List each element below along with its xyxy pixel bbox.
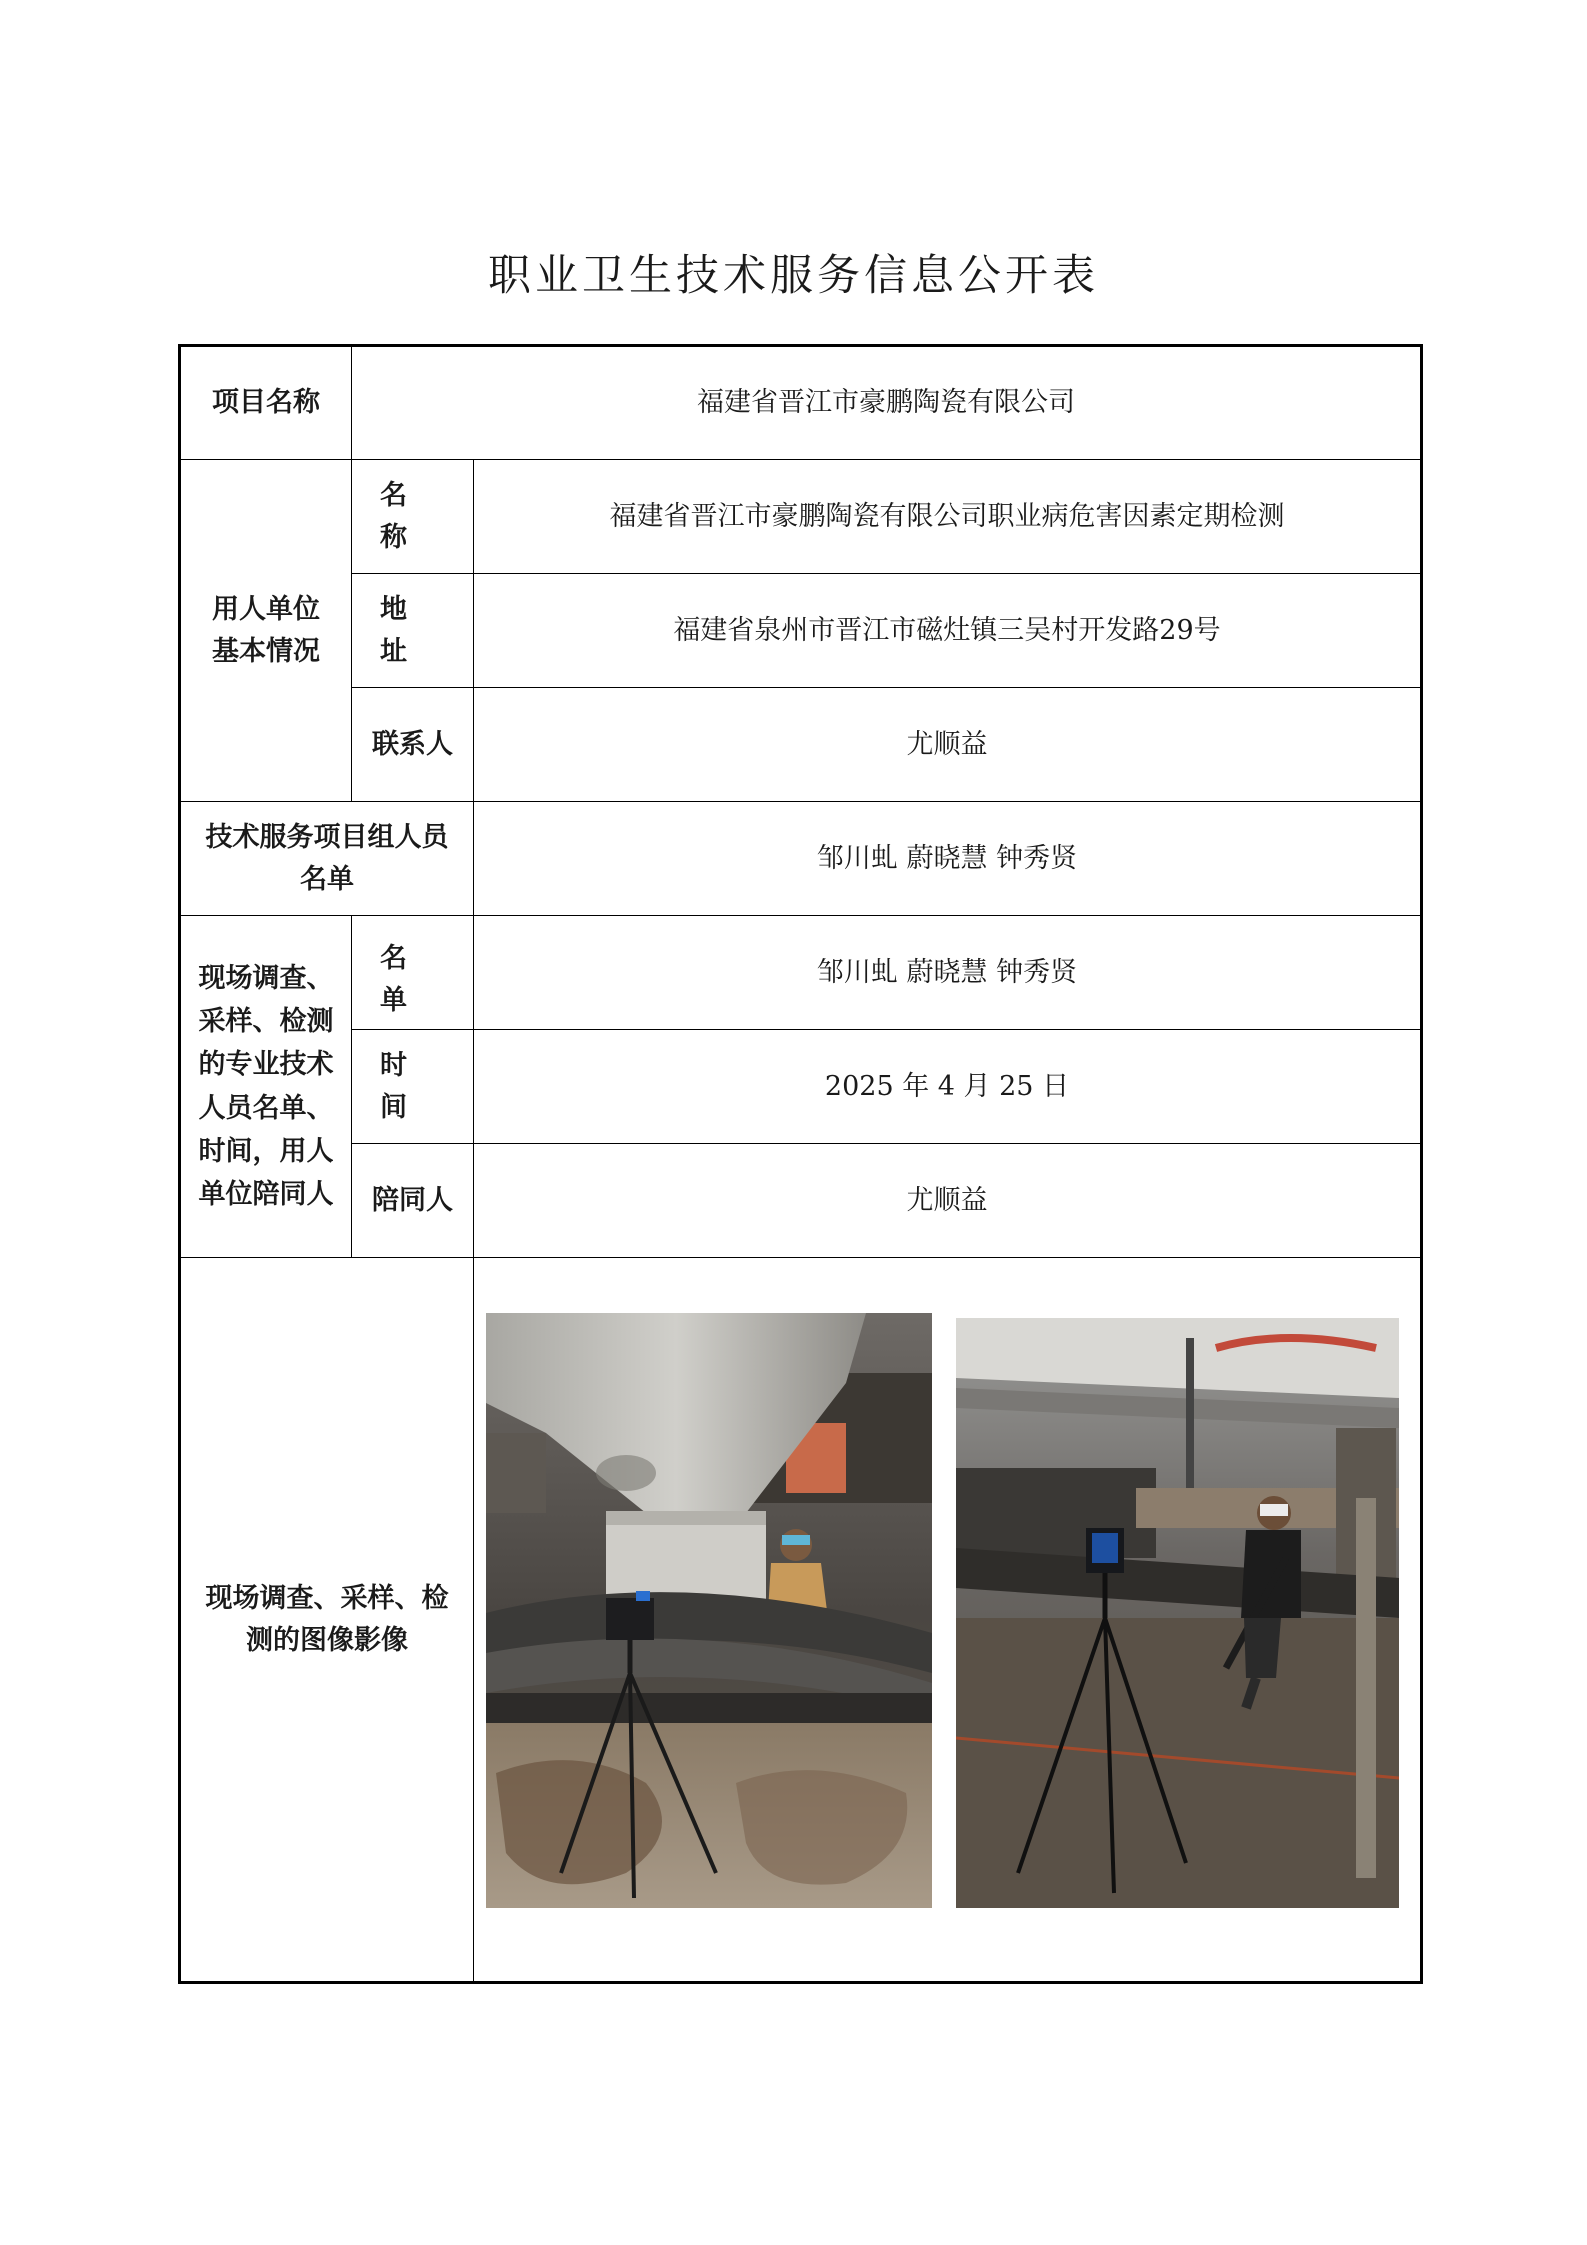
row-project <box>180 346 1422 460</box>
row-onsite-list <box>180 916 1422 1030</box>
onsite-label-3: 的专业技术 <box>198 1049 334 1081</box>
onsite-time-label: 时 间 <box>352 1030 474 1144</box>
onsite-label-4: 人员名单、 <box>198 1092 334 1124</box>
employer-section-label <box>180 460 352 802</box>
images-label-line2: 测的图像影像 <box>246 1624 408 1656</box>
onsite-escort-label: 陪同人 <box>352 1144 474 1258</box>
onsite-section-label <box>180 916 352 1258</box>
employer-contact-label: 联系人 <box>352 688 474 802</box>
sampling-photo-hopper <box>486 1313 932 1908</box>
row-onsite-escort <box>180 1144 1422 1258</box>
employer-name-value: 福建省晋江市豪鹏陶瓷有限公司职业病危害因素定期检测 <box>474 460 1422 574</box>
images-label <box>180 1258 474 1983</box>
onsite-label-5: 时间，用人 <box>198 1135 334 1167</box>
onsite-label-2: 采样、检测 <box>198 1006 334 1038</box>
row-employer-contact <box>180 688 1422 802</box>
team-label-line1: 技术服务项目组人员 <box>205 821 449 853</box>
project-name-label: 项目名称 <box>180 346 352 460</box>
team-label-line2: 名单 <box>300 863 354 895</box>
team-label <box>180 802 474 916</box>
sampling-photo-worker <box>956 1318 1399 1908</box>
document-title: 职业卫生技术服务信息公开表 <box>488 251 1099 301</box>
photo-hopper-image <box>486 1313 932 1908</box>
project-name-value: 福建省晋江市豪鹏陶瓷有限公司 <box>352 346 1422 460</box>
team-value: 邹川虬 蔚晓慧 钟秀贤 <box>474 802 1422 916</box>
onsite-escort-value: 尤顺益 <box>474 1144 1422 1258</box>
info-table <box>178 344 1423 1984</box>
row-onsite-time <box>180 1030 1422 1144</box>
onsite-list-label: 名 单 <box>352 916 474 1030</box>
onsite-label-6: 单位陪同人 <box>198 1178 334 1210</box>
employer-contact-value: 尤顺益 <box>474 688 1422 802</box>
photo-worker-image <box>956 1318 1399 1908</box>
row-images <box>180 1258 1422 1983</box>
employer-label-line2: 基本情况 <box>212 635 320 667</box>
employer-label-line1: 用人单位 <box>212 593 320 625</box>
onsite-list-value: 邹川虬 蔚晓慧 钟秀贤 <box>474 916 1422 1030</box>
row-employer-name <box>180 460 1422 574</box>
onsite-time-value: 2025 年 4 月 25 日 <box>474 1030 1422 1144</box>
onsite-label-1: 现场调查、 <box>198 962 334 994</box>
employer-address-value: 福建省泉州市晋江市磁灶镇三吴村开发路29号 <box>474 574 1422 688</box>
employer-address-label: 地 址 <box>352 574 474 688</box>
images-cell <box>474 1258 1422 1983</box>
employer-name-label: 名 称 <box>352 460 474 574</box>
row-employer-address <box>180 574 1422 688</box>
row-team <box>180 802 1422 916</box>
images-label-line1: 现场调查、采样、检 <box>205 1582 449 1614</box>
